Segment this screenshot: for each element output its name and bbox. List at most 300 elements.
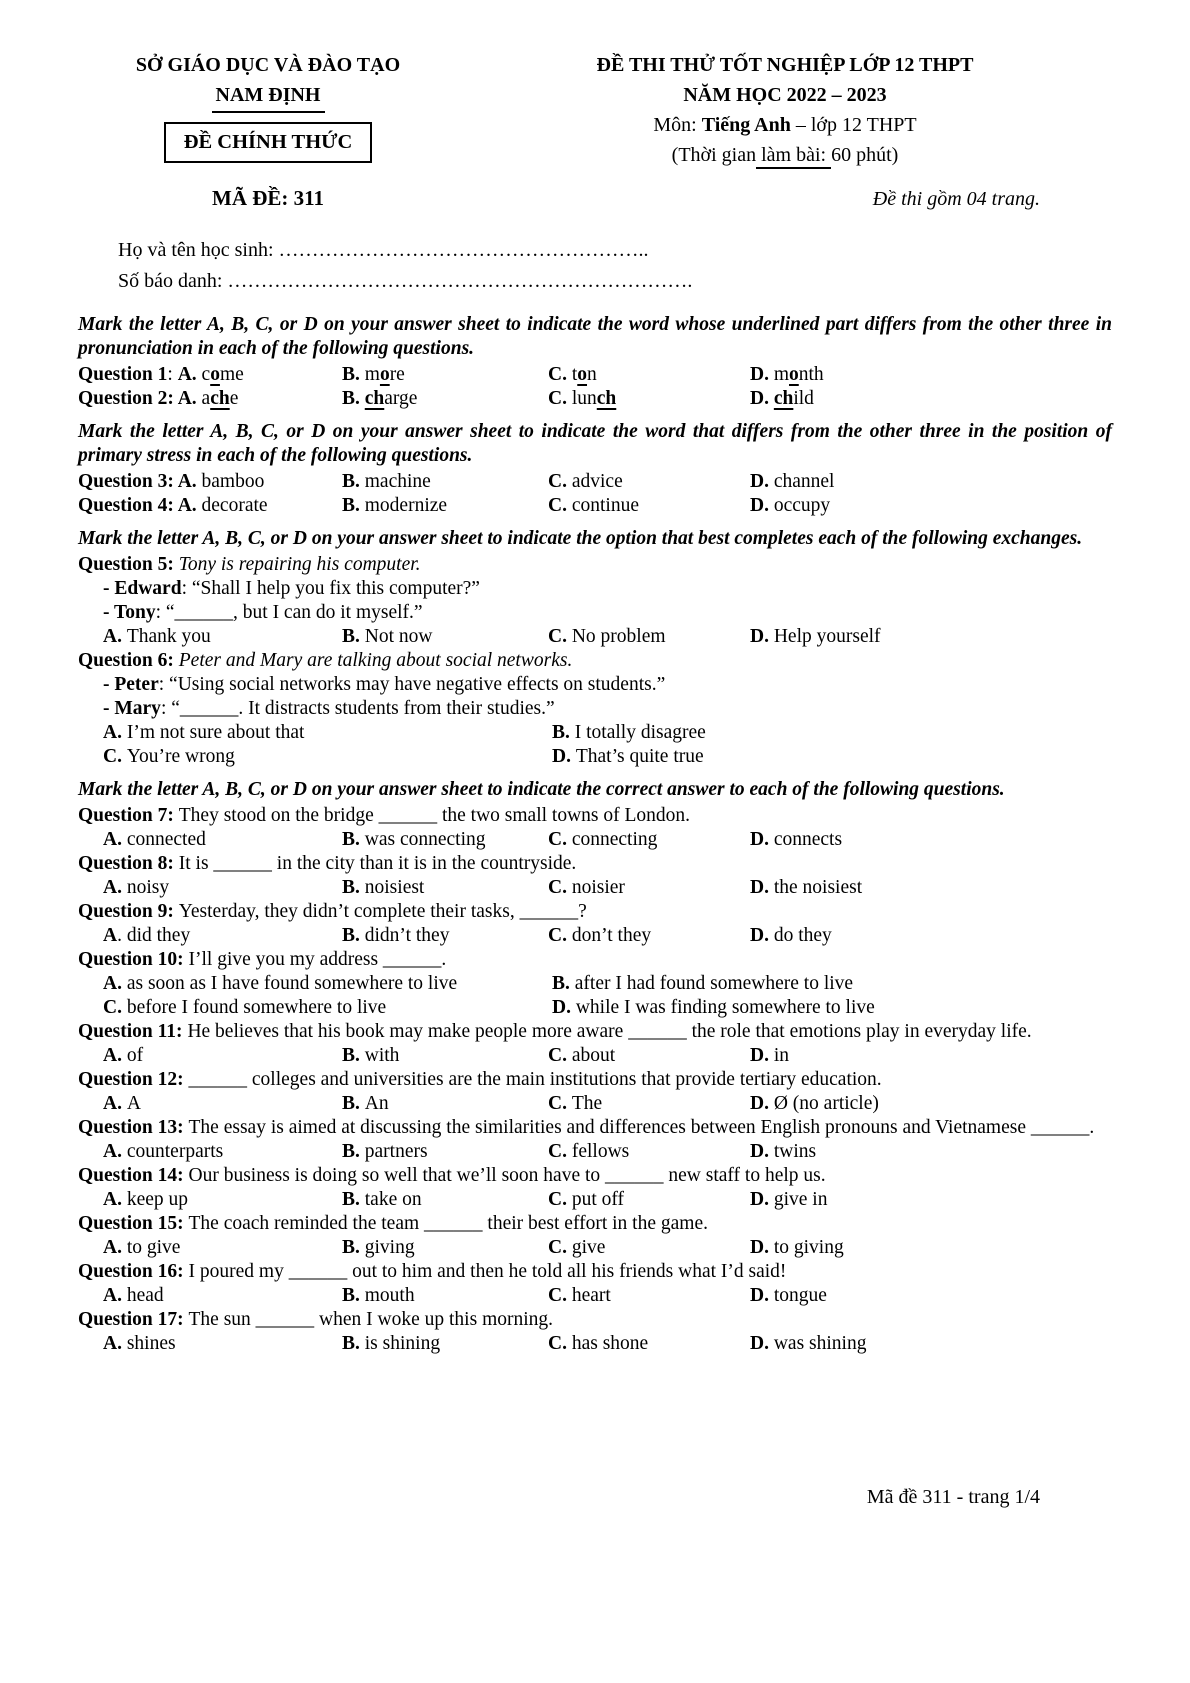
text-part: fellows xyxy=(571,1141,630,1162)
option xyxy=(78,363,342,387)
options-row xyxy=(78,745,1112,769)
text-part: before I found somewhere to live xyxy=(126,997,387,1018)
text-part: ild xyxy=(793,388,814,409)
text-part: You’re wrong xyxy=(126,746,235,767)
text-part: D. xyxy=(750,388,774,409)
text-part: C. xyxy=(548,471,572,492)
text-part: B. xyxy=(342,471,365,492)
option xyxy=(750,363,1112,387)
option xyxy=(78,387,342,411)
text-part: bamboo xyxy=(201,471,265,492)
options-row xyxy=(78,924,1112,948)
text-part: ch xyxy=(210,388,230,409)
option xyxy=(342,1188,548,1212)
subject-line xyxy=(458,110,1112,140)
text-part: giving xyxy=(364,1237,415,1258)
question-line xyxy=(78,649,1112,673)
text-part: : “______, but I can do it myself.” xyxy=(155,602,423,623)
option xyxy=(342,1236,548,1260)
text-part: Peter and Mary are talking about social networks. xyxy=(178,650,573,671)
student-id-line: Số báo danh: ……………………………………………………………. xyxy=(118,270,693,292)
text-part: A xyxy=(103,925,118,946)
text-part: A. xyxy=(103,877,127,898)
question-line xyxy=(78,852,1112,876)
text-part: Ø (no article) xyxy=(773,1093,879,1114)
option xyxy=(750,876,1112,900)
question-line xyxy=(78,804,1112,828)
text-part: connects xyxy=(773,829,843,850)
code-row xyxy=(78,186,1112,211)
text-part: D. xyxy=(750,1285,774,1306)
text-part: B. xyxy=(342,1237,365,1258)
question-line xyxy=(78,900,1112,924)
text-part: A. xyxy=(177,495,202,516)
text-part: o xyxy=(789,364,799,385)
time-suffix: 60 phút) xyxy=(831,144,899,166)
text-part: D. xyxy=(750,626,774,647)
option xyxy=(548,828,750,852)
option xyxy=(548,876,750,900)
text-part: Thank you xyxy=(126,626,211,647)
question-line xyxy=(78,1068,1112,1092)
text-part: has shone xyxy=(571,1333,649,1354)
option xyxy=(750,1044,1112,1068)
option xyxy=(750,494,1112,518)
text-part: connecting xyxy=(571,829,658,850)
text-part: He believes that his book may make people more aware ______ the role that emotions play in everyday life. xyxy=(187,1021,1032,1042)
question-line xyxy=(78,1116,1112,1140)
option xyxy=(342,387,548,411)
options-row xyxy=(78,1044,1112,1068)
text-part: continue xyxy=(571,495,639,516)
text-part: as soon as I have found somewhere to live xyxy=(126,973,458,994)
question-line xyxy=(78,948,1112,972)
text-part: mouth xyxy=(364,1285,415,1306)
text-part: shines xyxy=(126,1333,176,1354)
text-part: A. xyxy=(177,388,202,409)
text-part: B. xyxy=(552,722,575,743)
text-part: C. xyxy=(548,1093,572,1114)
text-part: A. xyxy=(103,722,127,743)
text-part: Question 12: xyxy=(78,1069,189,1090)
option xyxy=(342,470,548,494)
text-part: connected xyxy=(126,829,206,850)
text-part: Question 7: xyxy=(78,805,179,826)
text-part: D. xyxy=(750,877,774,898)
question-line xyxy=(78,553,1112,577)
text-part: C. xyxy=(548,829,572,850)
option xyxy=(342,1044,548,1068)
text-part: tongue xyxy=(773,1285,827,1306)
option xyxy=(103,1188,342,1212)
text-part: A. xyxy=(103,1189,127,1210)
header-right xyxy=(458,50,1112,170)
text-part: D. xyxy=(750,471,774,492)
text-part: Question 3: xyxy=(78,471,178,492)
text-part: . did they xyxy=(117,925,191,946)
option xyxy=(750,470,1112,494)
text-part: Question 6: xyxy=(78,650,179,671)
options-row xyxy=(78,1092,1112,1116)
text-part: I’m not sure about that xyxy=(126,722,305,743)
text-part: The essay is aimed at discussing the similarities and differences between English pronouns and Vietnamese ______. xyxy=(188,1117,1095,1138)
text-part: counterparts xyxy=(126,1141,224,1162)
text-part: D. xyxy=(750,1093,774,1114)
question-line xyxy=(78,673,1112,697)
text-part: A xyxy=(126,1093,141,1114)
options-row xyxy=(78,972,1112,996)
text-part: don’t they xyxy=(571,925,652,946)
text-part: B. xyxy=(342,495,365,516)
option xyxy=(103,721,552,745)
section-instruction xyxy=(78,313,1112,361)
text-part: C. xyxy=(548,1285,572,1306)
text-part: arge xyxy=(384,388,418,409)
text-part: B. xyxy=(342,1141,365,1162)
text-part: Question 15: xyxy=(78,1213,189,1234)
student-info xyxy=(118,235,1112,297)
option xyxy=(103,996,552,1020)
text-part: re xyxy=(389,364,405,385)
question-line xyxy=(78,1308,1112,1332)
option xyxy=(750,1092,1112,1116)
options-row xyxy=(78,1236,1112,1260)
text-part: Question 2: xyxy=(78,388,178,409)
text-part: C. xyxy=(548,364,572,385)
text-part: C. xyxy=(548,1237,572,1258)
exam-code: MÃ ĐỀ: 311 xyxy=(212,186,324,210)
option xyxy=(750,387,1112,411)
question-line xyxy=(78,697,1112,721)
text-part: B. xyxy=(552,973,575,994)
text-part: give in xyxy=(773,1189,828,1210)
option xyxy=(548,924,750,948)
options-row xyxy=(78,1284,1112,1308)
text-part: ch xyxy=(364,388,385,409)
option xyxy=(552,972,1112,996)
text-part: decorate xyxy=(201,495,268,516)
text-part: machine xyxy=(364,471,431,492)
section-instruction xyxy=(78,778,1112,802)
text-part: : “Shall I help you fix this computer?” xyxy=(181,578,480,599)
text-part: It is ______ in the city than it is in the countryside. xyxy=(178,853,577,874)
option xyxy=(103,1092,342,1116)
text-part: A. xyxy=(177,364,202,385)
option xyxy=(548,470,750,494)
text-part: Question 4: xyxy=(78,495,178,516)
text-part: in xyxy=(773,1045,790,1066)
text-part: I totally disagree xyxy=(574,722,706,743)
official-exam-box: ĐỀ CHÍNH THỨC xyxy=(164,122,373,163)
text-part: noisier xyxy=(571,877,625,898)
text-part: B. xyxy=(342,1285,365,1306)
option xyxy=(750,1140,1112,1164)
question-line xyxy=(78,601,1112,625)
text-part: C. xyxy=(103,746,127,767)
text-part: me xyxy=(219,364,244,385)
text-part: D. xyxy=(552,997,576,1018)
text-part: Not now xyxy=(364,626,433,647)
option xyxy=(103,924,342,948)
subject-suffix: – lớp 12 THPT xyxy=(790,114,917,136)
text-part: o xyxy=(577,364,588,385)
subject-name: Tiếng Anh xyxy=(701,114,791,136)
text-part: t xyxy=(571,364,578,385)
option xyxy=(103,1332,342,1356)
department-name: SỞ GIÁO DỤC VÀ ĐÀO TẠO xyxy=(135,54,401,76)
option xyxy=(103,1140,342,1164)
province-name: NAM ĐỊNH xyxy=(212,80,325,113)
text-part: B. xyxy=(342,1045,365,1066)
options-row xyxy=(78,996,1112,1020)
text-part: D. xyxy=(750,925,774,946)
text-part: ______ colleges and universities are the main institutions that provide tertiary education. xyxy=(188,1069,882,1090)
text-part: : “______. It distracts students from their studies.” xyxy=(160,698,555,719)
text-part: Question 5: xyxy=(78,554,179,575)
text-part: A. xyxy=(177,471,202,492)
question-line xyxy=(78,1212,1112,1236)
option xyxy=(548,1284,750,1308)
header xyxy=(78,50,1112,170)
option xyxy=(750,828,1112,852)
text-part: keep up xyxy=(126,1189,189,1210)
option xyxy=(342,1140,548,1164)
option xyxy=(750,1332,1112,1356)
text-part: D. xyxy=(750,495,774,516)
option xyxy=(548,1092,750,1116)
text-part: A. xyxy=(103,626,127,647)
text-part: a xyxy=(201,388,211,409)
subject-prefix: Môn: xyxy=(653,114,702,136)
option xyxy=(548,1332,750,1356)
option xyxy=(342,363,548,387)
text-part: do they xyxy=(773,925,832,946)
text-part: about xyxy=(571,1045,616,1066)
text-part: the noisiest xyxy=(773,877,863,898)
question-line xyxy=(78,577,1112,601)
text-part: C. xyxy=(548,495,572,516)
text-part: Question 11: xyxy=(78,1021,188,1042)
text-part: Mark the letter A, B, C, or D on your answer sheet to indicate the option that best completes each of the following exchanges. xyxy=(78,528,1083,549)
text-part: o xyxy=(379,364,390,385)
text-part: Question 16: xyxy=(78,1261,189,1282)
time-line xyxy=(458,140,1112,170)
option xyxy=(342,1284,548,1308)
text-part: Question 13: xyxy=(78,1117,189,1138)
text-part: Question 10: xyxy=(78,949,189,970)
option xyxy=(750,1236,1112,1260)
options-row xyxy=(78,1332,1112,1356)
text-part: Tony is repairing his computer. xyxy=(178,554,421,575)
options-row xyxy=(78,470,1112,494)
text-part: D. xyxy=(552,746,576,767)
options-row xyxy=(78,1188,1112,1212)
text-part: occupy xyxy=(773,495,831,516)
text-part: - Edward xyxy=(103,578,182,599)
option xyxy=(548,387,750,411)
text-part: heart xyxy=(571,1285,611,1306)
text-part: modernize xyxy=(364,495,448,516)
text-part: D. xyxy=(750,364,774,385)
text-part: Mark the letter A, B, C, or D on your answer sheet to indicate the correct answer to each of the following questions. xyxy=(78,779,1005,800)
text-part: lun xyxy=(571,388,597,409)
text-part: That’s quite true xyxy=(575,746,704,767)
text-part: : “Using social networks may have negative effects on students.” xyxy=(158,674,666,695)
option xyxy=(552,745,1112,769)
text-part: B. xyxy=(342,626,365,647)
text-part: Help yourself xyxy=(773,626,881,647)
options-row xyxy=(78,494,1112,518)
option xyxy=(342,924,548,948)
text-part: - Peter xyxy=(103,674,159,695)
option xyxy=(552,721,1112,745)
text-part: Question 14: xyxy=(78,1165,189,1186)
option xyxy=(342,494,548,518)
time-prefix: (Thời gian xyxy=(671,144,757,166)
options-row xyxy=(78,721,1112,745)
text-part: Question 17: xyxy=(78,1309,189,1330)
text-part: noisiest xyxy=(364,877,425,898)
text-part: D. xyxy=(750,829,774,850)
text-part: A. xyxy=(103,1333,127,1354)
option xyxy=(103,625,342,649)
page-footer: Mã đề 311 - trang 1/4 xyxy=(866,1486,1040,1508)
text-part: D. xyxy=(750,1045,774,1066)
text-part: was shining xyxy=(773,1333,867,1354)
text-part: The xyxy=(571,1093,603,1114)
text-part: c xyxy=(201,364,211,385)
option xyxy=(103,745,552,769)
options-row xyxy=(78,828,1112,852)
option xyxy=(548,363,750,387)
text-part: ch xyxy=(596,388,617,409)
text-part: B. xyxy=(342,1333,365,1354)
text-part: A. xyxy=(103,973,127,994)
options-row xyxy=(78,625,1112,649)
text-part: They stood on the bridge ______ the two small towns of London. xyxy=(178,805,691,826)
options-row xyxy=(78,363,1112,387)
text-part: n xyxy=(587,364,597,385)
text-part: advice xyxy=(571,471,623,492)
text-part: C. xyxy=(548,1333,572,1354)
text-part: noisy xyxy=(126,877,170,898)
text-part: The sun ______ when I woke up this morning. xyxy=(188,1309,554,1330)
text-part: I’ll give you my address ______. xyxy=(188,949,447,970)
option xyxy=(78,494,342,518)
text-part: C. xyxy=(548,925,572,946)
text-part: - Tony xyxy=(103,602,156,623)
question-line xyxy=(78,1260,1112,1284)
text-part: A. xyxy=(103,1045,127,1066)
option xyxy=(548,1236,750,1260)
text-part: C. xyxy=(548,877,572,898)
text-part: Mark the letter A, B, C, or D on your answer sheet to indicate the word whose underlined part differs from the other three in pronunciation in each of the following questions. xyxy=(78,314,1112,359)
text-part: Our business is doing so well that we’ll soon have to ______ new staff to help us. xyxy=(188,1165,826,1186)
text-part: was connecting xyxy=(364,829,486,850)
text-part: e xyxy=(229,388,239,409)
section-instruction xyxy=(78,527,1112,551)
text-part: Question 1 xyxy=(78,364,168,385)
text-part: - Mary xyxy=(103,698,161,719)
option xyxy=(342,876,548,900)
text-part: A. xyxy=(103,1141,127,1162)
exam-title: ĐỀ THI THỬ TỐT NGHIỆP LỚP 12 THPT xyxy=(596,54,974,76)
section-instruction xyxy=(78,420,1112,468)
option xyxy=(342,1092,548,1116)
text-part: m xyxy=(773,364,790,385)
text-part: B. xyxy=(342,1093,365,1114)
text-part: I poured my ______ out to him and then he told all his friends what I’d said! xyxy=(188,1261,787,1282)
text-part: with xyxy=(364,1045,400,1066)
text-part: channel xyxy=(773,471,835,492)
text-part: D. xyxy=(750,1237,774,1258)
school-year: NĂM HỌC 2022 – 2023 xyxy=(683,84,887,106)
option xyxy=(342,625,548,649)
option xyxy=(342,1332,548,1356)
option xyxy=(548,1044,750,1068)
options-row xyxy=(78,876,1112,900)
text-part: B. xyxy=(342,1189,365,1210)
text-part: B. xyxy=(342,388,365,409)
text-part: o xyxy=(210,364,220,385)
options-row xyxy=(78,387,1112,411)
text-part: Mark the letter A, B, C, or D on your answer sheet to indicate the word that differs from the other three in the position of primary stress in each of the following questions. xyxy=(78,421,1112,466)
text-part: partners xyxy=(364,1141,428,1162)
text-part: D. xyxy=(750,1189,774,1210)
text-part: A. xyxy=(103,1093,127,1114)
text-part: Question 8: xyxy=(78,853,179,874)
option xyxy=(103,1044,342,1068)
text-part: of xyxy=(126,1045,144,1066)
text-part: nth xyxy=(798,364,824,385)
text-part: C. xyxy=(548,1141,572,1162)
text-part: A. xyxy=(103,1237,127,1258)
option xyxy=(103,828,342,852)
text-part: An xyxy=(364,1093,389,1114)
option xyxy=(548,1188,750,1212)
text-part: is shining xyxy=(364,1333,441,1354)
text-part: A. xyxy=(103,829,127,850)
option xyxy=(103,1284,342,1308)
text-part: didn’t they xyxy=(364,925,450,946)
question-line xyxy=(78,1164,1112,1188)
text-part: to giving xyxy=(773,1237,844,1258)
text-part: : xyxy=(167,364,178,385)
pages-note: Đề thi gồm 04 trang. xyxy=(872,188,1040,210)
text-part: D. xyxy=(750,1333,774,1354)
option xyxy=(103,972,552,996)
time-underlined: làm bài: xyxy=(756,144,831,169)
text-part: Question 9: xyxy=(78,901,179,922)
text-part: give xyxy=(571,1237,606,1258)
option xyxy=(548,494,750,518)
option xyxy=(750,1188,1112,1212)
text-part: B. xyxy=(342,925,365,946)
text-part: The coach reminded the team ______ their best effort in the game. xyxy=(188,1213,708,1234)
text-part: take on xyxy=(364,1189,422,1210)
text-part: put off xyxy=(571,1189,625,1210)
question-line xyxy=(78,1020,1112,1044)
text-part: C. xyxy=(548,1045,572,1066)
text-part: to give xyxy=(126,1237,181,1258)
student-name-line: Họ và tên học sinh: ……………………………………………….. xyxy=(118,239,649,261)
text-part: ch xyxy=(773,388,794,409)
text-part: Yesterday, they didn’t complete their tasks, ______? xyxy=(178,901,587,922)
text-part: No problem xyxy=(571,626,666,647)
option xyxy=(750,1284,1112,1308)
option xyxy=(750,625,1112,649)
text-part: twins xyxy=(773,1141,817,1162)
